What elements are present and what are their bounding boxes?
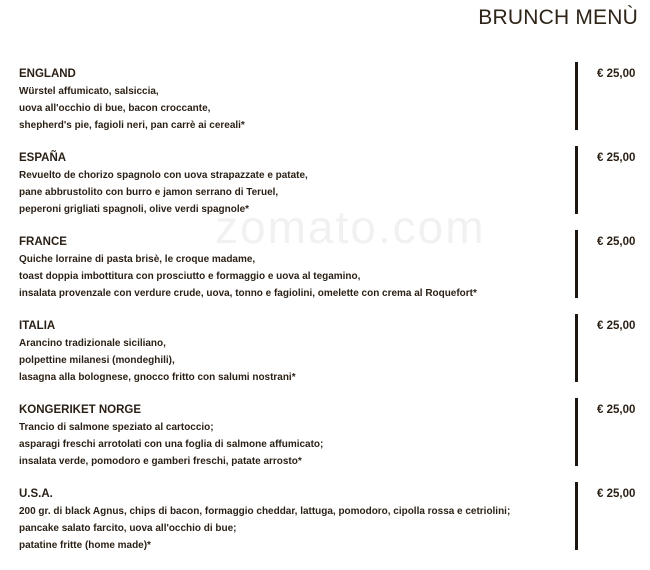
section-name: FRANCE xyxy=(19,236,67,248)
section-description-line: Arancino tradizionale siciliano, xyxy=(19,337,166,349)
divider xyxy=(575,314,578,382)
section-description-line: pane abbrustolito con burro e jamon serrano di Teruel, xyxy=(19,186,279,198)
section-description-line: insalata provenzale con verdure crude, uova, tonno e fagiolini, omelette con crema al Roquefort* xyxy=(19,287,477,299)
section-name: KONGERIKET NORGE xyxy=(19,404,142,416)
price: € 25,00 xyxy=(597,404,636,416)
section-description-line: pancake salato farcito, uova all'occhio di bue; xyxy=(19,522,237,534)
price: € 25,00 xyxy=(597,320,636,332)
section-description-line: peperoni grigliati spagnoli, olive verdi spagnole* xyxy=(19,203,250,215)
section-description-line: Trancio di salmone speziato al cartoccio; xyxy=(19,421,214,433)
watermark: zomato.com xyxy=(215,201,486,253)
section-name: U.S.A. xyxy=(19,488,53,500)
section-description-line: 200 gr. di black Agnus, chips di bacon, formaggio cheddar, lattuga, pomodoro, cipolla rossa e cetriolini; xyxy=(19,505,511,517)
price: € 25,00 xyxy=(597,488,636,500)
divider xyxy=(575,62,578,130)
menu-section xyxy=(19,66,649,150)
section-description-line: polpettine milanesi (mondeghili), xyxy=(19,354,175,366)
divider xyxy=(575,230,578,298)
divider xyxy=(575,398,578,466)
section-name: ITALIA xyxy=(19,320,56,332)
menu-section xyxy=(19,150,649,234)
menu-section xyxy=(19,402,649,486)
section-description-line: Revuelto de chorizo spagnolo con uova strapazzate e patate, xyxy=(19,169,308,181)
menu-section xyxy=(19,234,649,318)
section-description-line: toast doppia imbottitura con prosciutto e formaggio e uova al tegamino, xyxy=(19,270,361,282)
section-name: ESPAÑA xyxy=(19,152,67,164)
menu-section xyxy=(19,318,649,402)
section-description-line: asparagi freschi arrotolati con una foglia di salmone affumicato; xyxy=(19,438,324,450)
section-description-line: patatine fritte (home made)* xyxy=(19,539,151,551)
section-description-line: uova all'occhio di bue, bacon croccante, xyxy=(19,102,211,114)
divider xyxy=(575,482,578,550)
section-description-line: insalata verde, pomodoro e gamberi freschi, patate arrosto* xyxy=(19,455,302,467)
section-name: ENGLAND xyxy=(19,68,76,80)
section-description-line: Würstel affumicato, salsiccia, xyxy=(19,85,159,97)
menu-section xyxy=(19,486,649,570)
page-title: BRUNCH MENÙ xyxy=(478,6,638,29)
section-description-line: Quiche lorraine di pasta brisè, le croque madame, xyxy=(19,253,256,265)
price: € 25,00 xyxy=(597,236,636,248)
section-description-line: lasagna alla bolognese, gnocco fritto con salumi nostrani* xyxy=(19,371,296,383)
price: € 25,00 xyxy=(597,152,636,164)
price: € 25,00 xyxy=(597,68,636,80)
section-description-line: shepherd's pie, fagioli neri, pan carrè ai cereali* xyxy=(19,119,245,131)
divider xyxy=(575,146,578,214)
